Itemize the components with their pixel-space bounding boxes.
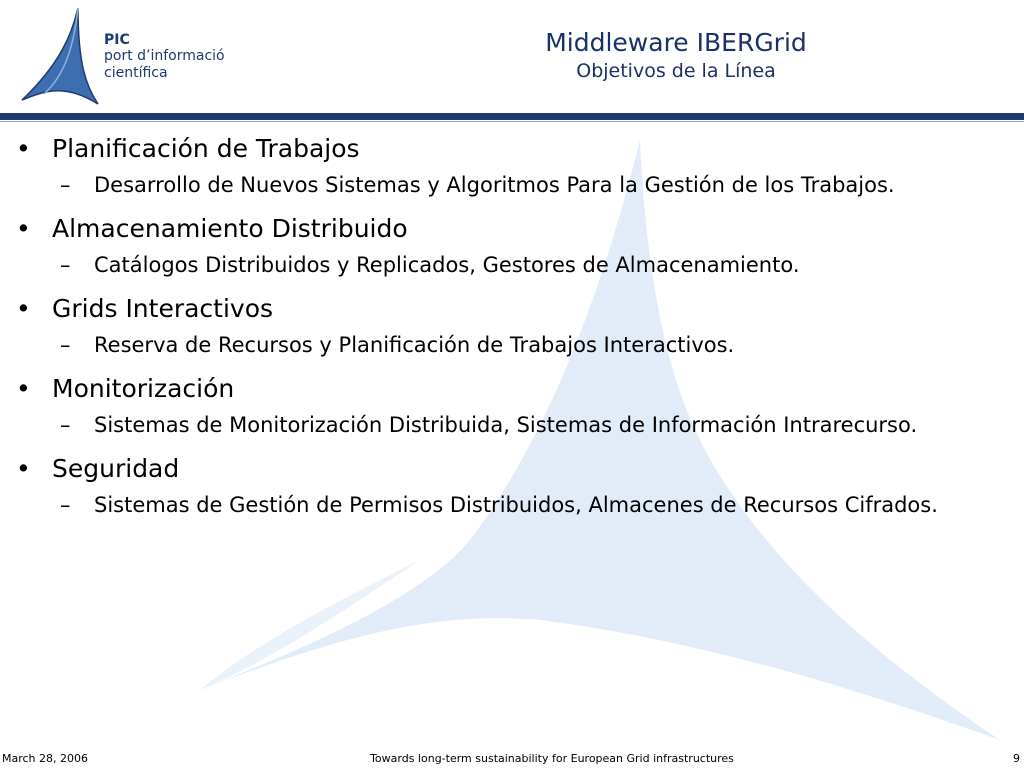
slide-title: Middleware IBERGrid — [545, 28, 807, 57]
bullet-label: Grids Interactivos — [52, 294, 274, 323]
header-divider-thin — [0, 121, 1024, 122]
bullet-label: Planificación de Trabajos — [52, 134, 360, 163]
bullet-icon: • — [16, 454, 31, 483]
footer-caption: Towards long-term sustainability for European Grid infrastructures — [370, 752, 734, 765]
sub-bullet-text: Sistemas de Gestión de Permisos Distribuidos, Almacenes de Recursos Cifrados. — [94, 493, 938, 517]
bullet-label: Seguridad — [52, 454, 180, 483]
header-divider — [0, 113, 1024, 120]
slide-footer — [0, 752, 1024, 768]
bullet-label: Almacenamiento Distribuido — [52, 214, 408, 243]
slide-subtitle: Objetivos de la Línea — [576, 60, 776, 82]
dash-icon: – — [60, 493, 71, 517]
bullet-icon: • — [16, 374, 31, 403]
sub-bullet-text: Reserva de Recursos y Planificación de Trabajos Interactivos. — [94, 333, 735, 357]
dash-icon: – — [60, 333, 71, 357]
slide-title-block — [420, 28, 932, 83]
bullet-label: Monitorización — [52, 374, 235, 403]
list-item — [14, 372, 1010, 442]
dash-icon: – — [60, 253, 71, 277]
list-item — [14, 292, 1010, 362]
dash-icon: – — [60, 173, 71, 197]
dash-icon: – — [60, 413, 71, 437]
logo-abbreviation: PIC — [104, 32, 130, 48]
bullet-icon: • — [16, 294, 31, 323]
logo-wordmark — [104, 32, 225, 82]
sub-bullet-text: Desarrollo de Nuevos Sistemas y Algoritmos Para la Gestión de los Trabajos. — [94, 173, 895, 197]
list-item — [14, 452, 1010, 522]
bullet-list — [14, 132, 1010, 532]
sub-bullet-text: Sistemas de Monitorización Distribuida, Sistemas de Información Intrarecurso. — [94, 413, 918, 437]
list-item — [14, 212, 1010, 282]
bullet-icon: • — [16, 214, 31, 243]
footer-date: March 28, 2006 — [2, 752, 89, 765]
bullet-icon: • — [16, 134, 31, 163]
logo-line-2: científica — [104, 65, 168, 81]
page-number: 9 — [1013, 752, 1020, 765]
list-item — [14, 132, 1010, 202]
logo-line-1: port d’informació — [104, 48, 225, 64]
pic-logo-icon — [8, 4, 103, 112]
sub-bullet-text: Catálogos Distribuidos y Replicados, Gestores de Almacenamiento. — [94, 253, 800, 277]
